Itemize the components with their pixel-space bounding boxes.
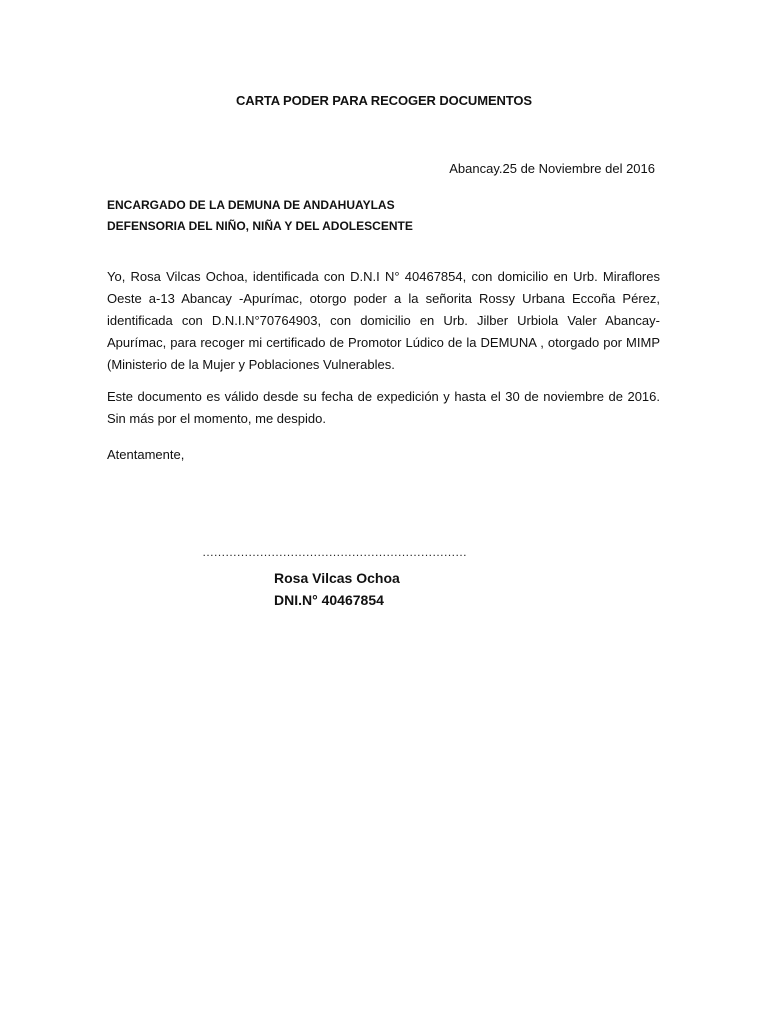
closing-salutation: Atentamente, bbox=[107, 447, 185, 462]
addressee-line-2: DEFENSORIA DEL NIÑO, NIÑA Y DEL ADOLESCENTE bbox=[107, 219, 413, 233]
signature-dni: DNI.N° 40467854 bbox=[274, 592, 384, 608]
signature-line: …………………………………………………………… bbox=[202, 545, 467, 559]
addressee-block bbox=[107, 195, 413, 237]
body-paragraph-2: Este documento es válido desde su fecha de expedición y hasta el 30 de noviembre de 2016. Sin más por el momento, me despido. bbox=[107, 389, 660, 426]
document-title: CARTA PODER PARA RECOGER DOCUMENTOS bbox=[236, 93, 532, 108]
document-date: Abancay.25 de Noviembre del 2016 bbox=[449, 161, 655, 176]
signature-name: Rosa Vilcas Ochoa bbox=[274, 570, 400, 586]
body-paragraph-1: Yo, Rosa Vilcas Ochoa, identificada con D.N.I N° 40467854, con domicilio en Urb. Miraflores Oeste a-13 Abancay -Apurímac, otorgo poder a la señorita Rossy Urbana Eccoña Pérez, identificada con D.N.I.N°70764903, con domicilio en Urb. Jilber Urbiola Valer Abancay-Apurímac, para recoger mi certificado de Promotor Lúdico de la DEMUNA , otorgado por MIMP (Ministerio de la Mujer y Poblaciones Vulnerables. bbox=[107, 269, 660, 372]
signature-block bbox=[274, 567, 400, 611]
addressee-line-1: ENCARGADO DE LA DEMUNA DE ANDAHUAYLAS bbox=[107, 198, 395, 212]
